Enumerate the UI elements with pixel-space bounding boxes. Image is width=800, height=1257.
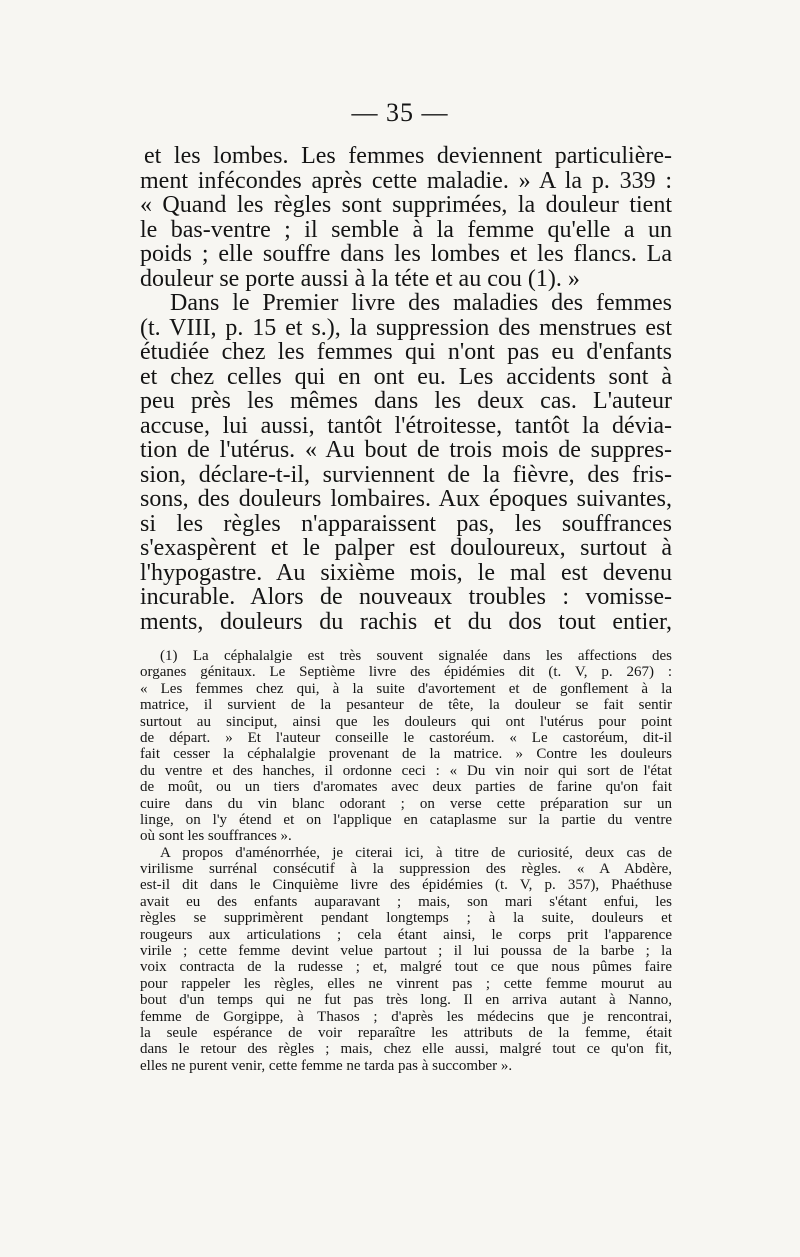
footnote-line: surtout au sinciput, ainsi que les douleurs qui ont l'utérus pour point: [140, 713, 672, 730]
footnote-line: voix contracta de la rudesse ; et, malgré tout ce que nous pûmes faire: [140, 959, 672, 976]
body-line: accuse, lui aussi, tantôt l'étroitesse, tantôt la dévia-: [140, 412, 672, 439]
footnote-line: de moût, ou un tiers d'aromates avec deux parties de farine qu'on fait: [140, 779, 672, 796]
body-line: douleur se porte aussi à la téte et au cou (1). »: [140, 265, 580, 292]
footnote-line: où sont les souffrances ».: [140, 828, 292, 845]
footnote-line: A propos d'aménorrhée, je citerai ici, à titre de curiosité, deux cas de: [160, 844, 672, 861]
footnote-line: rougeurs aux articulations ; cela étant ainsi, le corps prit l'apparence: [140, 926, 672, 943]
body-line: Dans le Premier livre des maladies des femmes: [170, 290, 672, 316]
footnote-line: bout d'un temps qui ne fut pas très long. Il en arriva autant à Nanno,: [140, 992, 672, 1009]
footnote-line: avait eu des enfants auparavant ; mais, son mari s'étant enfui, les: [140, 893, 672, 910]
footnote-line: cuire dans du vin blanc odorant ; on verse cette préparation sur un: [140, 795, 672, 812]
body-line: sons, des douleurs lombaires. Aux époques suivantes,: [140, 486, 672, 512]
footnote-line: (1) La céphalalgie est très souvent signalée dans les affections des: [160, 648, 672, 664]
body-line: poids ; elle souffre dans les lombes et les flancs. La: [140, 241, 672, 267]
footnote-line: de départ. » Et l'auteur conseille le castoréum. « Le castoréum, dit-il: [140, 729, 672, 746]
footnote-line: virilisme surrénal consécutif à la suppression des règles. « A Abdère,: [140, 861, 672, 878]
footnote-line: la seule espérance de voir reparaître les attributs de la femme, était: [140, 1024, 672, 1041]
footnote-line: virile ; cette femme devint velue partout ; il lui poussa de la barbe ; la: [140, 943, 672, 960]
main-text: [140, 144, 672, 634]
footnote-line: pour rappeler les règles, elles ne vinrent pas ; cette femme mourut au: [140, 975, 672, 992]
body-line: (t. VIII, p. 15 et s.), la suppression des menstrues est: [140, 314, 672, 341]
footnote-line: du ventre et des hanches, il ordonne ceci : « Du vin noir qui sort de l'état: [140, 762, 672, 779]
body-line: « Quand les règles sont supprimées, la douleur tient: [140, 192, 672, 218]
footnote: [140, 648, 672, 1074]
body-line: et les lombes. Les femmes deviennent particulière-: [144, 143, 672, 169]
footnote-line: règles se supprimèrent pendant longtemps ; à la suite, douleurs et: [140, 910, 672, 927]
body-line: l'hypogastre. Au sixième mois, le mal est devenu: [140, 559, 672, 586]
body-line: le bas-ventre ; il semble à la femme qu'elle a un: [140, 216, 672, 243]
footnote-line: « Les femmes chez qui, à la suite d'avortement et de gonflement à la: [140, 680, 672, 697]
page-number: — 35 —: [351, 98, 449, 127]
body-line: peu près les mêmes dans les deux cas. L'auteur: [140, 388, 672, 414]
body-line: et chez celles qui en ont eu. Les accidents sont à: [140, 363, 672, 390]
footnote-line: dans le retour des règles ; mais, chez elle aussi, malgré tout ce qu'on fit,: [140, 1041, 672, 1058]
footnote-line: organes génitaux. Le Septième livre des épidémies dit (t. V, p. 267) :: [140, 664, 672, 681]
body-line: ment infécondes après cette maladie. » A la p. 339 :: [140, 167, 672, 194]
footnote-line: femme de Gorgippe, à Thasos ; d'après les médecins que je rencontrai,: [140, 1008, 672, 1025]
footnote-line: linge, on l'y étend et on l'applique en cataplasme sur la partie du ventre: [140, 811, 672, 828]
footnote-line: elles ne purent venir, cette femme ne tarda pas à succomber ».: [140, 1057, 513, 1074]
footnote-line: fait cesser la céphalalgie provenant de la matrice. » Contre les douleurs: [140, 746, 672, 763]
body-line: incurable. Alors de nouveaux troubles : vomisse-: [140, 584, 672, 610]
body-line: si les règles n'apparaissent pas, les souffrances: [140, 510, 672, 537]
body-line: tion de l'utérus. « Au bout de trois mois de suppres-: [140, 437, 672, 463]
footnote-line: matrice, il survient de la pesanteur de tête, la douleur se fait sentir: [140, 697, 672, 714]
body-line: s'exaspèrent et le palper est douloureux, surtout à: [140, 535, 672, 561]
body-line: ments, douleurs du rachis et du dos tout entier,: [140, 608, 672, 635]
footnote-line: est-il dit dans le Cinquième livre des épidémies (t. V, p. 357), Phaéthuse: [140, 877, 672, 894]
body-line: sion, déclare-t-il, surviennent de la fièvre, des fris-: [140, 461, 672, 488]
body-line: étudiée chez les femmes qui n'ont pas eu d'enfants: [140, 339, 672, 365]
